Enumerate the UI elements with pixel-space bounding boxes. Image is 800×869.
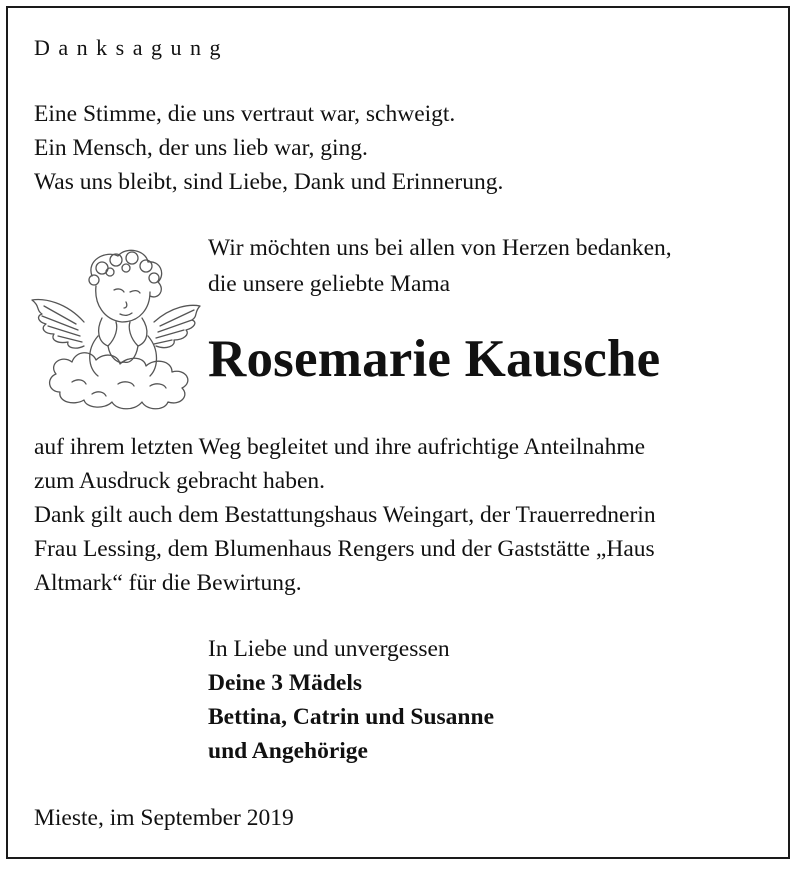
body-line: Altmark“ für die Bewirtung. [34,570,302,596]
intro-line: Wir möchten uns bei allen von Herzen bedanken, [208,235,672,261]
signature-line: und Angehörige [208,738,368,764]
thanks-body [34,430,656,600]
intro-line: die unsere geliebte Mama [208,271,451,297]
closing-line: In Liebe und unvergessen [208,636,450,662]
angel-cherub-icon [26,246,204,416]
deceased-name: Rosemarie Kausche [208,330,661,388]
thanks-intro [208,230,672,302]
poem [34,97,503,199]
body-line: Frau Lessing, dem Blumenhaus Rengers und der Gaststätte „Haus [34,536,655,562]
body-line: auf ihrem letzten Weg begleitet und ihre aufrichtige Anteilnahme [34,434,646,460]
poem-line: Was uns bleibt, sind Liebe, Dank und Erinnerung. [34,169,504,195]
signature-line: Bettina, Catrin und Susanne [208,704,494,730]
notice-heading: Danksagung [34,35,229,60]
signature-line: Deine 3 Mädels [208,670,363,696]
poem-line: Ein Mensch, der uns lieb war, ging. [34,135,368,161]
place-date: Mieste, im September 2019 [34,805,294,831]
poem-line: Eine Stimme, die uns vertraut war, schweigt. [34,101,456,127]
closing-block [208,632,494,768]
body-line: Dank gilt auch dem Bestattungshaus Weingart, der Trauerrednerin [34,502,656,528]
body-line: zum Ausdruck gebracht haben. [34,468,326,494]
